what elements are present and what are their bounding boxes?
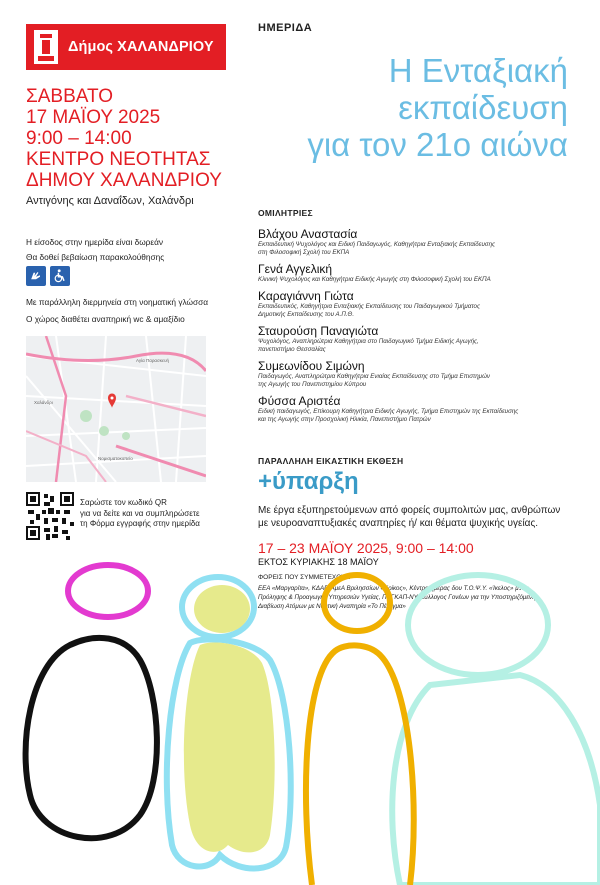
partners-line-1: ΕΕΑ «Μαργαρίτα», ΚΔΑΠ-ΑμεΑ Βριλησσίων «Κρίκος», Κέντρο ημέρας δου Τ.Ο.Ψ.Υ. «Ίκελος» μ.κ.χ. <box>258 585 531 592</box>
yellow-figure-body <box>184 642 275 852</box>
black-figure-body <box>26 638 157 838</box>
event-date: 17 ΜΑΪΟΥ 2025 <box>26 107 161 128</box>
speaker-item <box>258 324 558 354</box>
exhibition-title: +ύπαρξη <box>258 468 359 495</box>
speaker-description: Ψυχολόγος, Αναπληρώτρια Καθηγήτρια στο Παιδαγωγικό Τμήμα Ειδικής Αγωγής, <box>258 338 479 345</box>
speaker-name: Σταυρούση Παναγιώτα <box>258 324 379 338</box>
speaker-description: της Αγωγής του Πανεπιστημίου Κύπρου <box>258 381 367 388</box>
map-label-nomismatokopeio: Νομισματοκοπείο <box>98 456 133 461</box>
map-label-chalandri: Χαλάνδρι <box>34 400 53 405</box>
event-day: ΣΑΒΒΑΤΟ <box>26 86 114 107</box>
speaker-description: Ειδική παιδαγωγός, Επίκουρη Καθηγήτρια Ειδικής Αγωγής, Τμήμα Επιστημών της Εκπαίδευσης <box>258 408 519 415</box>
speaker-name: Συμεωνίδου Σιμώνη <box>258 359 365 373</box>
event-venue-line1: ΚΕΝΤΡΟ ΝΕΟΤΗΤΑΣ <box>26 149 211 170</box>
speaker-name: Καραγιάννη Γιώτα <box>258 289 354 303</box>
speaker-description: και της Αγωγής στην Προσχολική Ηλικία, Πανεπιστήμιο Πατρών <box>258 416 431 423</box>
speaker-description: Παιδαγωγός, Αναπληρώτρια Καθηγήτρια Ενιαίας Εκπαίδευσης στο Τμήμα Επιστημών <box>258 373 490 380</box>
location-map[interactable] <box>26 336 206 482</box>
speaker-item <box>258 289 558 319</box>
free-entry-note: Η είσοδος στην ημερίδα είναι δωρεάν <box>26 237 164 247</box>
exhibition-heading: ΠΑΡΑΛΛΗΛΗ ΕΙΚΑΣΤΙΚΗ ΕΚΘΕΣΗ <box>258 456 404 466</box>
speaker-description: Κλινική Ψυχολόγος και Καθηγήτρια Ειδικής Αγωγής στη Φιλοσοφική Σχολή του ΕΚΠΑ <box>258 276 491 283</box>
wheelchair-icon <box>50 266 70 286</box>
qr-line-2: για να δείτε και να συμπληρώσετε <box>80 508 200 518</box>
speaker-description: Εκπαιδευτική Ψυχολόγος και Ειδική Παιδαγωγός, Καθηγήτρια Ενταξιακής Εκπαίδευσης <box>258 241 496 248</box>
page-title <box>258 52 568 163</box>
registration-qr-code[interactable] <box>26 492 74 540</box>
speaker-item <box>258 262 558 284</box>
speaker-description: Δημοτικής Εκπαίδευσης του Α.Π.Θ. <box>258 311 355 318</box>
speaker-item <box>258 394 558 424</box>
qr-line-3: τη Φόρμα εγγραφής στην ημερίδα <box>80 519 200 528</box>
certificate-note: Θα δοθεί βεβαίωση παρακολούθησης <box>26 252 165 262</box>
speaker-name: Βλάχου Αναστασία <box>258 227 358 241</box>
cyan-figure-body <box>167 639 291 868</box>
speaker-description: πανεπιστήμιο Θεσσαλίας <box>258 346 326 353</box>
exhibition-exception: ΕΚΤΟΣ ΚΥΡΙΑΚΗΣ 18 ΜΑΪΟΥ <box>258 557 379 567</box>
mint-figure-body <box>392 675 600 885</box>
partners-heading: ΦΟΡΕΙΣ ΠΟΥ ΣΥΜΜΕΤΕΧΟΥΝ <box>258 574 351 581</box>
sign-language-note: Με παράλληλη διερμηνεία στη νοηματική γλώσσα <box>26 297 209 307</box>
partners-line-2: Πρόληψης & Προαγωγής Υπηρεσιών Υγείας, ΠΕΓΚΑΠ-ΝΥ, Σύλλογος Γονέων για την Υποστηριζόμενη <box>258 594 536 601</box>
title-line-3: για τον 21ο αιώνα <box>307 126 568 163</box>
pink-figure-head <box>68 565 148 617</box>
speaker-description: Εκπαιδευτικός, Καθηγήτρια Ενταξιακής Εκπαίδευσης του Παιδαγωγικού Τμήματος <box>258 303 480 310</box>
accessibility-icons <box>26 266 70 286</box>
event-info <box>26 86 241 207</box>
accessible-venue-note: Ο χώρος διαθέτει αναπηρική wc & αμαξίδιο <box>26 314 185 324</box>
speaker-item <box>258 227 558 257</box>
orange-figure-body <box>306 645 414 885</box>
event-time: 9:00 – 14:00 <box>26 128 132 149</box>
title-line-2: εκπαίδευση <box>398 89 568 126</box>
exhibition-dates: 17 – 23 ΜΑΪΟΥ 2025, 9:00 – 14:00 <box>258 540 474 556</box>
title-line-1: Η Ενταξιακή <box>388 52 568 89</box>
municipality-name: Δήμος ΧΑΛΑΝΔΡΙΟΥ <box>68 39 214 55</box>
qr-instructions <box>80 498 200 530</box>
speaker-name: Φύσσα Αριστέα <box>258 394 341 408</box>
cyan-figure-head <box>182 577 254 637</box>
sign-language-icon <box>26 266 46 286</box>
speaker-item <box>258 359 558 389</box>
municipality-logo <box>26 24 226 70</box>
event-kicker: ΗΜΕΡΙΔΑ <box>258 22 313 34</box>
partners-line-3: Διαβίωση Ατόμων με Νοητική Αναπηρία «Το Πέταγμα» <box>258 603 406 610</box>
qr-code-icon <box>26 492 74 540</box>
qr-line-1: Σαρώστε τον κωδικό QR <box>80 498 167 507</box>
event-address: Αντιγόνης και Δαναΐδων, Χαλάνδρι <box>26 195 194 207</box>
map-label-agia-paraskevi: Αγία Παρασκευή <box>136 358 170 363</box>
speaker-description: στη Φιλοσοφική Σχολή του ΕΚΠΑ <box>258 249 350 256</box>
municipality-emblem-icon <box>32 28 60 66</box>
speakers-heading: ΟΜΙΛΗΤΡΙΕΣ <box>258 208 313 218</box>
yellow-figure-head <box>194 585 250 633</box>
exhibition-desc-line-1: Με έργα εξυπηρετούμενων από φορείς συμπολιτών μας, ανθρώπων <box>258 505 561 516</box>
exhibition-desc-line-2: με νευροαναπτυξιακές αναπηρίες ή/ και θέματα ψυχικής υγείας. <box>258 518 539 529</box>
speaker-name: Γενά Αγγελική <box>258 262 333 276</box>
speakers-list <box>258 222 558 424</box>
event-venue-line2: ΔΗΜΟΥ ΧΑΛΑΝΔΡΙΟΥ <box>26 170 222 191</box>
